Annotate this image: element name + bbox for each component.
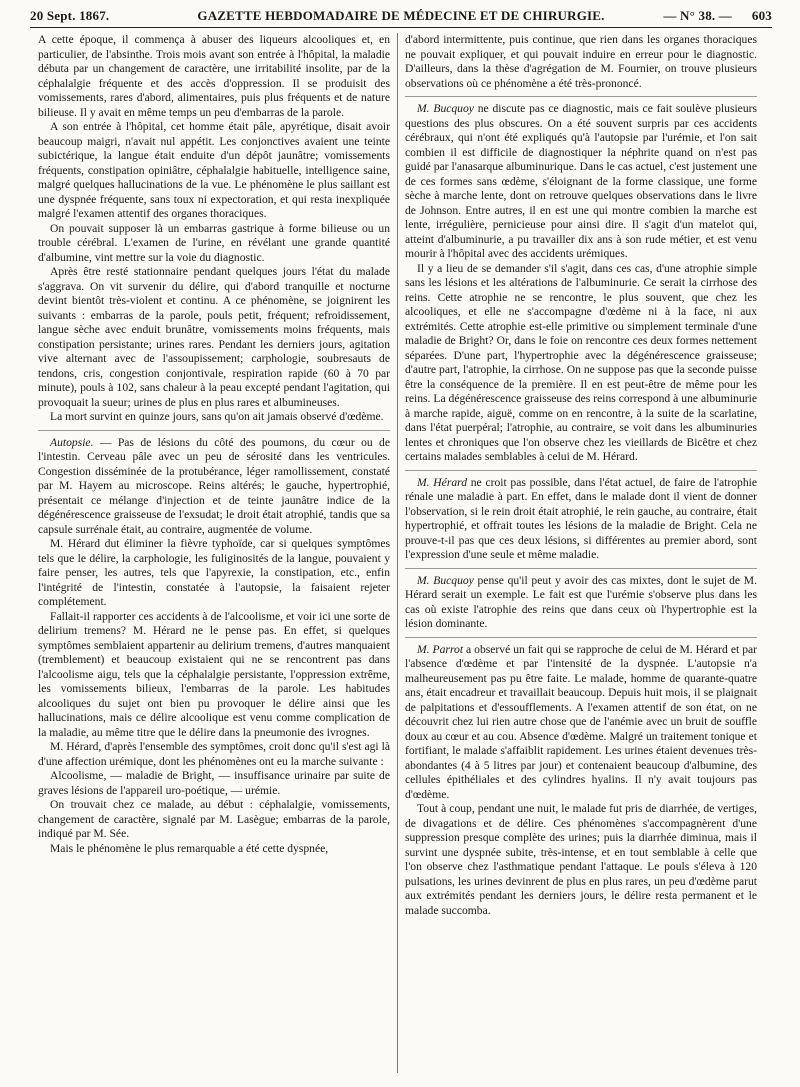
- autopsy-paragraph: [38, 436, 390, 538]
- issue-date: 20 Sept. 1867.: [30, 8, 110, 23]
- paragraph: On pouvait supposer là un embarras gastrique à forme bilieuse ou un trouble cérébral. L'examen de l'urine, en révélant une grande quantité d'albumine, vint mettre sur la voie du diagnostic.: [38, 221, 390, 264]
- bucquoy-paragraph: [405, 102, 757, 262]
- paragraph: M. Hérard dut éliminer la fièvre typhoïde, car si quelques symptômes tels que le délire, la carphologie, les fuliginosités de la langue, pouvaient y faire penser, les autres, tels que l'apyrexie, la constipation, etc., enfin l'intégrité de l'intestin, constatée à l'autopsie, la faisaient rejeter complétement.: [38, 537, 390, 608]
- right-column: [405, 33, 757, 1073]
- issue-number: — N° 38. —: [663, 8, 732, 23]
- journal-title: GAZETTE HEBDOMADAIRE DE MÉDECINE ET DE CHIRURGIE.: [197, 8, 605, 23]
- paragraph: d'abord intermittente, puis continue, que rien dans les organes thoraciques ne pouvait expliquer, et qui pouvait induire en erreur pour le diagnostic. D'ailleurs, dans la thèse d'agrégation de M. Fournier, on trouve plusieurs observations où ce phénomène a été très-prononcé.: [405, 33, 757, 90]
- paragraph: Alcoolisme, — maladie de Bright, — insuffisance urinaire par suite de graves lésions de l'appareil uro-poétique, — urémie.: [38, 769, 390, 797]
- section-rule: [405, 96, 757, 97]
- paragraph: Il y a lieu de se demander s'il s'agit, dans ces cas, d'une atrophie simple sans les lésions et les altérations de l'albuminurie. Ce serait la cirrhose des reins. Cette atrophie ne se rencontre, le plus souvent, que chez les alcooliques, et elle ne s'accompagne d'œdème ni à la face, ni aux extrémités. Cette atrophie est-elle primitive ou simplement terminale d'une maladie de Bright? Or, dans le foie on rencontre ces deux formes nettement séparées. D'une part, l'hypertrophie avec la dégénérescence graisseuse; d'autre part, l'atrophie, la cirrhose. On ne suppose pas que la seconde puisse être la conséquence de la première. Il en est peut-être de même pour les reins. La dégénérescence graisseuse des reins correspond à une albuminurie à marche rapide, aiguë, comme on en rencontre, à la suite de la scarlatine, dans l'état puerpéral; l'atrophie, au contraire, se voit dans les albuminuries lentes et chroniques que l'on observe chez les vieillards de Bicêtre et chez certains malades semblables à celui de M. Hérard.: [405, 261, 757, 463]
- speaker-text: ne croit pas possible, dans l'état actuel, de faire de l'atrophie rénale une maladie à part. En effet, dans le malade dont il vient de donner l'observation, si le rein droit était atrophié, le rein gauche, au contraire, était hypertrophié, et offrait toutes les lésions de la maladie de Bright. Cela ne prouve-t-il pas que ces deux lésions, si différentes au premier abord, sont l'expression d'une seule et même maladie.: [405, 475, 757, 561]
- paragraph: Fallait-il rapporter ces accidents à de l'alcoolisme, et voir ici une sorte de delirium tremens? M. Hérard ne le pense pas. En effet, si quelques symptômes semblaient appartenir au delirium tremens, d'autres manquaient (tremblement) et beaucoup existaient qui ne se rencontrent pas dans l'alcoolisme aigu, tels que la céphalalgie persistante, l'oppression extrême, les vomissements bilieux, l'embarras de la parole. Les habitudes alcooliques du sujet ont bien pu provoquer le délire ainsi que les hallucinations, mais ce délire alcoolique est venu comme complication de la maladie, au même titre que le délire dans la pneumonie des ivrognes.: [38, 609, 390, 739]
- bucquoy-paragraph: [405, 574, 757, 632]
- speaker-name: M. Bucquoy: [417, 102, 474, 115]
- section-rule: [405, 637, 757, 638]
- paragraph: M. Hérard, d'après l'ensemble des symptômes, croit donc qu'il s'est agi là d'une affection urémique, dont les phénomènes ont eu la marche suivante :: [38, 740, 390, 768]
- paragraph: Tout à coup, pendant une nuit, le malade fut pris de diarrhée, de vertiges, de divagations et de délire. Ces phénomènes s'accompagnèrent d'une suppression presque complète des urines; puis la diarrhée diminua, mais il survint une dyspnée subite, très-intense, et en tout semblable à celle que l'on observe chez l'asthmatique pendant l'attaque. Le pouls s'éleva à 120 pulsations, les urines devinrent de plus en plus rares, un peu d'œdème parut aux extrémités pendant les derniers jours, le délire resta permanent et le malade succomba.: [405, 802, 757, 917]
- speaker-text: a observé un fait qui se rapproche de celui de M. Hérard et par l'absence d'œdème et par l'intensité de la dyspnée. L'autopsie n'a malheureusement pas pu être faite. Le malade, homme de quarante-quatre ans, était encadreur et travaillait beaucoup. Depuis huit mois, il se plaignait de palpitations et d'essoufflements. A l'examen attentif de son état, on ne découvrit chez lui rien autre chose que de l'anémie avec un bruit de souffle doux au cœur et au cou. Absence d'œdème. Malgré un traitement tonique et fortifiant, le malade s'affaiblit rapidement. Les urines étaient devenues très-abondantes (4 à 5 litres par jour) et contenaient beaucoup d'albumine, des cellules épithéliales et des cylindres hyalins. Il n'y avait toujours pas d'œdème.: [405, 642, 757, 801]
- speaker-name: M. Parrot: [417, 642, 464, 656]
- header-rule: [30, 27, 772, 28]
- paragraph: Après être resté stationnaire pendant quelques jours l'état du malade s'aggrava. On vit survenir du délire, qui d'abord tranquille et nocturne devint bientôt très-violent et continu. A ce phénomène, se joignirent les suivants : embarras de la parole, pouls petit, fréquent; refroidissement, langue sèche avec enduit brunâtre, vomissements moins fréquents, mais constipation persistante; urines rares. Pendant les derniers jours, agitation vive alternant avec de l'assoupissement; carphologie, soubresauts de tendons, cris, congestion conjontivale, respiration rapide (60 à 70 par minute), pouls à 102, sans chaleur à la peau excepté pendant l'agitation, qui provoquait la sueur; urines de plus en plus rares et albumineuses.: [38, 265, 390, 409]
- autopsy-text: — Pas de lésions du côté des poumons, du cœur ou de l'intestin. Cerveau pâle avec un peu de sérosité dans les ventricules. Congestion disséminée de la protubérance, léger ramollissement, constaté par M. Hayem au microscope. Reins altérés; le gauche, hypertrophié, présentait ce mélange d'injection et de teinte jaunâtre indice de la dégénérescence graisseuse de l'exsudat; le droit était atrophié, tandis que sa capsule surrénale était, au contraire, augmentée de volume.: [38, 435, 390, 536]
- autopsy-label: Autopsie.: [50, 435, 94, 449]
- paragraph: A cette époque, il commença à abuser des liqueurs alcooliques et, en particulier, de l'absinthe. Trois mois avant son entrée à l'hôpital, la maladie débuta par un changement de caractère, une irritabilité insolite, par de la céphalalgie fréquente et des accès d'oppression. Il se produisit des vomissements, rares d'abord, alimentaires, puis plus fréquents et de nature bilieuse. Il y avait en même temps un peu d'embarras de la parole.: [38, 33, 390, 119]
- paragraph: On trouvait chez ce malade, au début : céphalalgie, vomissements, changement de caractère, signalé par M. Lasègue; embarras de la parole, indiqué par M. Sée.: [38, 798, 390, 840]
- section-rule: [405, 568, 757, 569]
- paragraph: A son entrée à l'hôpital, cet homme était pâle, apyrétique, disait avoir beaucoup maigri, n'avait nul appétit. Les conjonctives avaient une teinte subictérique, la langue était enduite d'un dépôt jaunâtre; vomissements fréquents, constipation opiniâtre, céphalalgie habituelle, intelligence saine, malgré quelques hallucinations de la vue. Le phénomène le plus saillant est une dyspnée fréquente, sans toux ni expectoration, et qui resta inexpliquée malgré l'examen attentif des organes thoraciques.: [38, 120, 390, 220]
- left-column: [38, 33, 390, 1073]
- page-number: 603: [751, 8, 772, 23]
- paragraph: Mais le phénomène le plus remarquable a été cette dyspnée,: [50, 841, 329, 855]
- parrot-paragraph: [405, 643, 757, 803]
- section-rule: [405, 470, 757, 471]
- paragraph: La mort survint en quinze jours, sans qu'on ait jamais observé d'œdème.: [50, 410, 384, 423]
- column-divider: [397, 33, 398, 1073]
- page-header: [30, 4, 772, 26]
- speaker-name: M. Hérard: [417, 475, 468, 489]
- section-rule: [38, 430, 390, 431]
- speaker-text: ne discute pas ce diagnostic, mais ce fait soulève plusieurs questions des plus obscures. On a été souvent surpris par ces accidents cérébraux, qui n'ont été expliqués qu'à l'autopsie par l'urémie, et l'on sait combien il est difficile de diagnostiquer la néphrite quand on n'est pas guidé par l'anasarque albuminurique. Dans le cas actuel, c'est justement une de ces formes sans œdème, s'éloignant de la forme classique, une forme sèche à marche lente, dont on retrouve quelques observations dans le livre de Johnson. Entre autres, il en est une qui montre combien la marche est lente, irrégulière, pernicieuse pour ainsi dire. Il s'agit d'un matelot qui, atteint d'albuminurie, a pu travailler dix ans à son rude métier, et est venu mourir à l'hôpital avec des accidents urémiques.: [405, 102, 757, 260]
- speaker-name: M. Bucquoy: [417, 573, 474, 587]
- speaker-text: pense qu'il peut y avoir des cas mixtes, dont le sujet de M. Hérard serait un exemple. Le fait est que l'urémie s'observe plus dans les cas où existe l'atrophie des reins que dans ceux où l'hypertrophie est la lésion dominante.: [405, 573, 757, 630]
- herard-paragraph: [405, 476, 757, 563]
